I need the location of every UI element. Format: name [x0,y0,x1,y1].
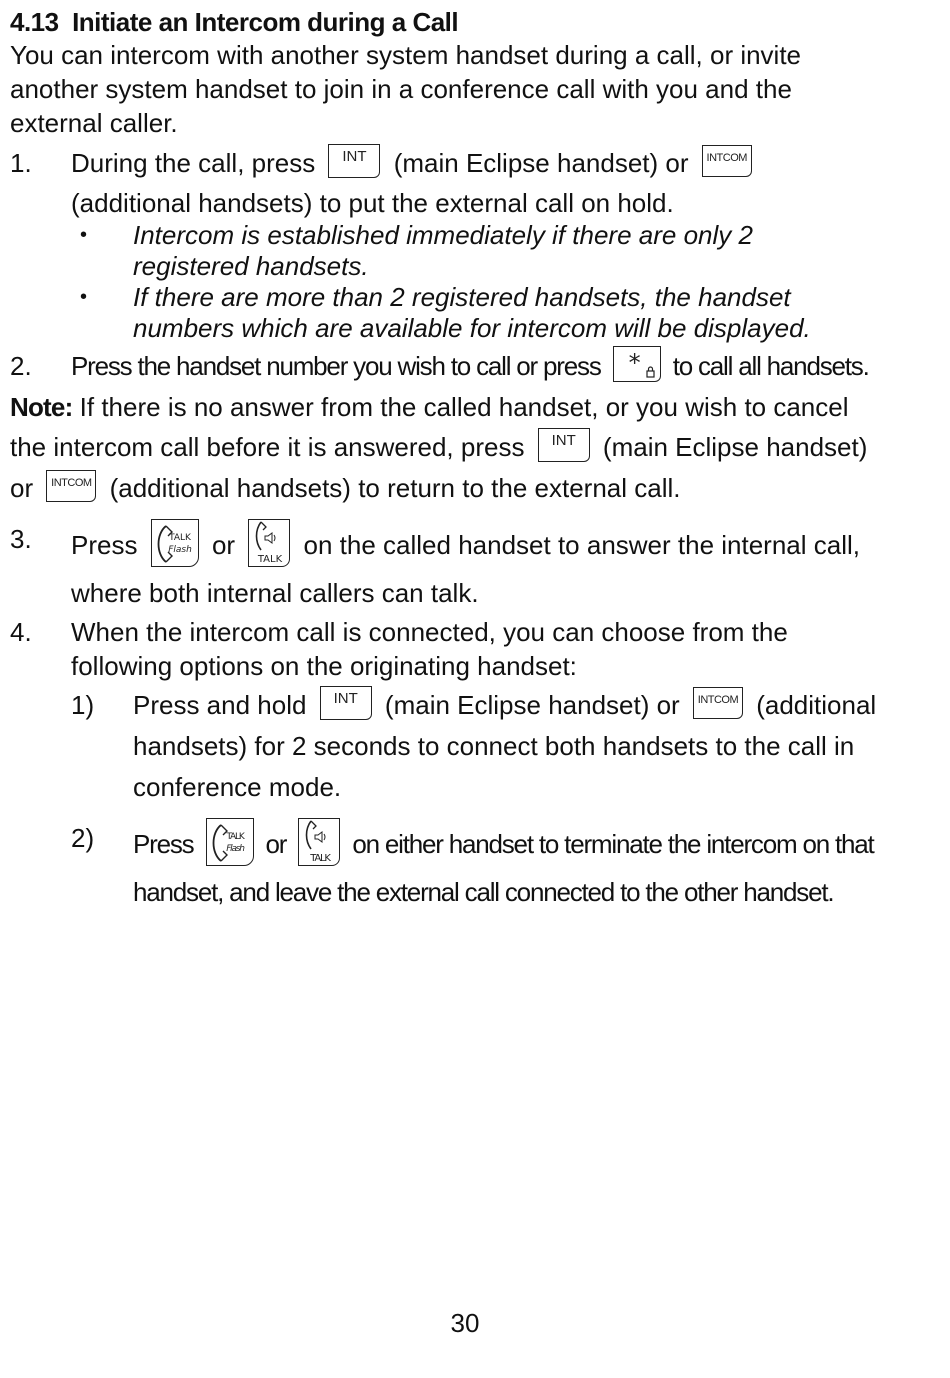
intcom-key-icon: INTCOM [46,470,96,502]
note-text-d: or [10,473,34,503]
sub-step-1-text-b: (main Eclipse handset) or [384,690,680,720]
section-number: 4.13 [10,7,59,37]
flash-label: Flash [225,844,244,854]
section-title: Initiate an Intercom during a Call [72,7,459,37]
note-line-1 [10,391,849,423]
note-text-e: (additional handsets) to return to the external call. [109,473,681,503]
talk-speaker-key-icon [298,818,340,866]
step-1-text-b: (main Eclipse handset) or [393,148,689,178]
int-key-icon: INT [320,686,372,720]
flash-label: Flash [167,545,192,555]
step-3-text-c: on the called handset to answer the internal call, [303,529,860,560]
step-2-text-a: Press the handset number you wish to call or press [71,351,601,381]
step-3-number: 3. [10,524,32,554]
note-label: Note: [10,392,73,422]
note-text-a: If there is no answer from the called handset, or you wish to cancel [72,392,849,422]
step-3-line-2: where both internal callers can talk. [71,578,479,608]
section-heading [10,6,458,38]
intro-line-1: You can intercom with another system handset during a call, or invite [10,40,802,70]
intcom-key-icon: INTCOM [693,687,743,719]
step-1-bullet-2-line-2: numbers which are available for intercom will be displayed. [133,313,811,343]
intro-line-2: another system handset to join in a conference call with you and the [10,74,792,104]
sub-step-2-number: 2) [71,823,95,853]
step-1-bullet-2-line-1: If there are more than 2 registered handsets, the handset [133,282,791,312]
sub-step-1-text-c: (additional [756,690,877,720]
step-3-text-a: Press [71,529,138,560]
step-2-line [71,350,869,386]
step-3-line-1 [71,523,860,571]
page-number: 30 [450,1308,480,1338]
step-4-line-1: When the intercom call is connected, you can choose from the [71,617,788,647]
star-glyph: * [628,349,640,378]
talk-flash-key-icon [151,519,199,567]
talk-label: TALK [310,853,331,864]
sub-step-2-line-1 [133,822,874,870]
step-4-line-2: following options on the originating handset: [71,651,577,681]
step-1-line-2: (additional handsets) to put the external call on hold. [71,188,674,218]
step-1-line-1 [71,147,758,182]
intcom-key-icon: INTCOM [702,145,752,177]
step-1-bullet-1-line-2: registered handsets. [133,251,369,281]
step-2-text-b: to call all handsets. [672,351,869,381]
talk-label: TALK [168,533,191,543]
bullet-icon: • [80,224,88,246]
sub-step-1-number: 1) [71,690,95,720]
step-1-bullet-1-line-1: Intercom is established immediately if there are only 2 [133,220,753,250]
sub-step-2-text-b: or [265,828,287,859]
note-line-3 [10,472,680,506]
sub-step-1-line-1 [133,689,876,724]
bullet-icon: • [80,286,88,308]
sub-step-1-line-2: handsets) for 2 seconds to connect both handsets to the call in [133,731,855,761]
step-4-number: 4. [10,617,32,647]
note-line-2 [10,431,867,466]
talk-flash-key-icon [206,818,254,866]
sub-step-1-text-a: Press and hold [133,690,307,720]
star-key-icon [613,346,661,382]
step-1-number: 1. [10,148,32,178]
sub-step-2-line-2: handset, and leave the external call connected to the other handset. [133,877,834,907]
sub-step-2-text-a: Press [133,828,194,859]
sub-step-1-line-3: conference mode. [133,772,342,802]
talk-speaker-key-icon [248,519,290,567]
step-1-text-a: During the call, press [71,148,316,178]
sub-step-2-text-c: on either handset to terminate the intercom on that [352,828,874,859]
talk-label: TALK [258,554,283,565]
int-key-icon: INT [538,428,590,462]
intro-line-3: external caller. [10,108,178,138]
note-text-b: the intercom call before it is answered, press [10,432,525,462]
note-text-c: (main Eclipse handset) [602,432,868,462]
step-3-text-b: or [211,529,236,560]
step-2-number: 2. [10,351,32,381]
int-key-icon: INT [328,144,380,178]
talk-label: TALK [225,832,244,842]
